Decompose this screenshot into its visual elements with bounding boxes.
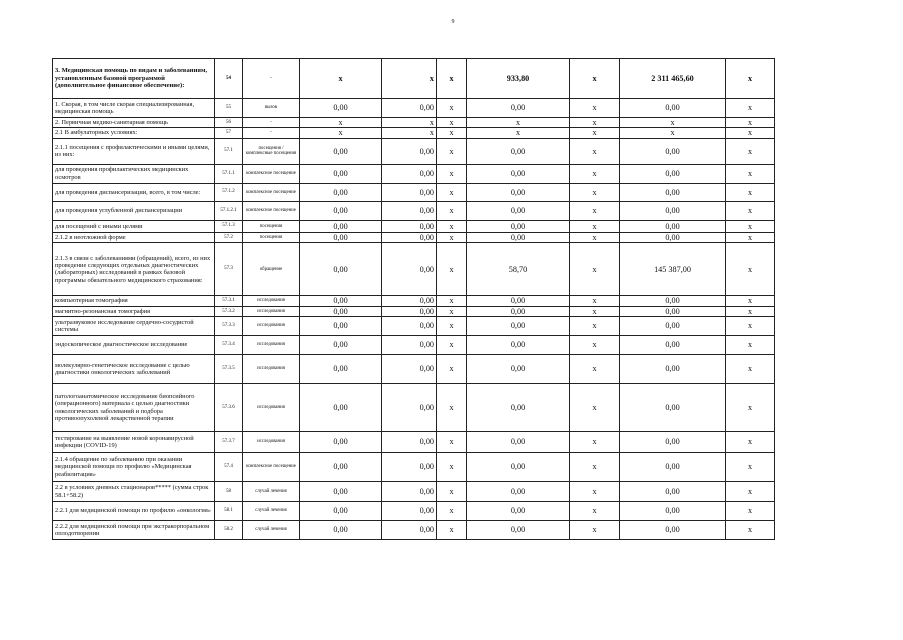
row-name-cell: 2.2.1 для медицинской помощи по профилю «онкология»: [53, 502, 215, 521]
row-name-cell: магнитно-резонансная томография: [53, 306, 215, 316]
value-cell-2: 0,00: [382, 502, 437, 521]
table-row: [53, 384, 775, 432]
unit-cell: случай лечения: [243, 482, 300, 502]
row-name-cell: 2.2 в условиях дневных стационаров***** (сумма строк 58.1+58.2): [53, 482, 215, 502]
row-number-cell: 57.1.3: [215, 220, 243, 232]
table-row: [53, 502, 775, 521]
row-number-cell: 57.3.1: [215, 296, 243, 306]
value-cell-1: 0,00: [300, 220, 382, 232]
value-cell-7: х: [726, 482, 775, 502]
value-cell-1: 0,00: [300, 432, 382, 453]
row-number-cell: 57.1.1: [215, 164, 243, 183]
value-cell-3: х: [437, 201, 467, 220]
value-cell-4: 0,00: [467, 164, 570, 183]
value-cell-5: х: [570, 502, 620, 521]
unit-cell: исследования: [243, 336, 300, 355]
value-cell-6: 0,00: [620, 384, 726, 432]
value-cell-1: 0,00: [300, 317, 382, 336]
value-cell-1: 0,00: [300, 99, 382, 118]
value-cell-4: 58,70: [467, 243, 570, 296]
row-number-cell: 57.3.4: [215, 336, 243, 355]
row-number-cell: 57.1: [215, 138, 243, 164]
value-cell-1: 0,00: [300, 521, 382, 540]
value-cell-5: х: [570, 336, 620, 355]
value-cell-5: х: [570, 355, 620, 384]
value-cell-1: 0,00: [300, 243, 382, 296]
volumes-cost-table: [52, 58, 775, 540]
value-cell-2: х: [382, 128, 437, 138]
value-cell-7: х: [726, 384, 775, 432]
table-row: [53, 128, 775, 138]
value-cell-1: 0,00: [300, 453, 382, 482]
value-cell-5: х: [570, 232, 620, 242]
unit-cell: комплексное посещение: [243, 453, 300, 482]
value-cell-2: 0,00: [382, 355, 437, 384]
row-name-cell: 2.1 В амбулаторных условиях:: [53, 128, 215, 138]
row-name-cell: 2. Первичная медико-санитарная помощь: [53, 118, 215, 128]
value-cell-6: 0,00: [620, 232, 726, 242]
table-row: [53, 232, 775, 242]
value-cell-2: 0,00: [382, 521, 437, 540]
value-cell-7: х: [726, 432, 775, 453]
value-cell-4: 0,00: [467, 201, 570, 220]
value-cell-4: 0,00: [467, 220, 570, 232]
value-cell-3: х: [437, 183, 467, 201]
unit-cell: посещения / комплексные посещения: [243, 138, 300, 164]
value-cell-7: х: [726, 128, 775, 138]
unit-cell: исследования: [243, 355, 300, 384]
table-row: [53, 243, 775, 296]
value-cell-4: 0,00: [467, 521, 570, 540]
value-cell-5: х: [570, 138, 620, 164]
value-cell-2: 0,00: [382, 296, 437, 306]
value-cell-2: 0,00: [382, 183, 437, 201]
value-cell-2: 0,00: [382, 232, 437, 242]
row-name-cell: патологоанатомическое исследование биопсийного (операционного) материала с целью диагностики онкологических заболеваний и подбора противоопухолевой лекарственной терапии: [53, 384, 215, 432]
value-cell-3: х: [437, 99, 467, 118]
table-row: [53, 453, 775, 482]
value-cell-3: х: [437, 306, 467, 316]
value-cell-5: х: [570, 59, 620, 99]
row-name-cell: ультразвуковое исследование сердечно-сосудистой системы: [53, 317, 215, 336]
table-row: [53, 336, 775, 355]
table-row: [53, 220, 775, 232]
value-cell-5: х: [570, 432, 620, 453]
value-cell-5: х: [570, 164, 620, 183]
unit-cell: случай лечения: [243, 521, 300, 540]
unit-cell: -: [243, 128, 300, 138]
row-number-cell: 58: [215, 482, 243, 502]
value-cell-5: х: [570, 220, 620, 232]
unit-cell: посещения: [243, 232, 300, 242]
value-cell-2: 0,00: [382, 99, 437, 118]
row-number-cell: 57.3.3: [215, 317, 243, 336]
value-cell-7: х: [726, 220, 775, 232]
value-cell-7: х: [726, 118, 775, 128]
value-cell-1: 0,00: [300, 296, 382, 306]
value-cell-4: х: [467, 118, 570, 128]
value-cell-6: х: [620, 128, 726, 138]
value-cell-7: х: [726, 201, 775, 220]
value-cell-5: х: [570, 453, 620, 482]
value-cell-4: 0,00: [467, 336, 570, 355]
table-row: [53, 306, 775, 316]
value-cell-5: х: [570, 128, 620, 138]
value-cell-2: 0,00: [382, 243, 437, 296]
value-cell-4: 0,00: [467, 432, 570, 453]
value-cell-1: 0,00: [300, 164, 382, 183]
row-number-cell: 57.1.2: [215, 183, 243, 201]
row-number-cell: 58.2: [215, 521, 243, 540]
value-cell-1: 0,00: [300, 183, 382, 201]
value-cell-2: 0,00: [382, 432, 437, 453]
value-cell-7: х: [726, 99, 775, 118]
unit-cell: исследования: [243, 296, 300, 306]
row-name-cell: 1. Скорая, в том числе скорая специализированная, медицинская помощь: [53, 99, 215, 118]
value-cell-7: х: [726, 336, 775, 355]
value-cell-3: х: [437, 59, 467, 99]
value-cell-7: х: [726, 502, 775, 521]
value-cell-1: 0,00: [300, 306, 382, 316]
value-cell-5: х: [570, 384, 620, 432]
value-cell-3: х: [437, 232, 467, 242]
row-name-cell: 2.1.2 в неотложной форме: [53, 232, 215, 242]
value-cell-4: 933,80: [467, 59, 570, 99]
unit-cell: -: [243, 59, 300, 99]
value-cell-1: х: [300, 118, 382, 128]
value-cell-4: 0,00: [467, 138, 570, 164]
row-number-cell: 57.2: [215, 232, 243, 242]
row-number-cell: 57.3.7: [215, 432, 243, 453]
unit-cell: случай лечения: [243, 502, 300, 521]
value-cell-6: 0,00: [620, 453, 726, 482]
value-cell-3: х: [437, 482, 467, 502]
unit-cell: исследования: [243, 306, 300, 316]
value-cell-6: 0,00: [620, 138, 726, 164]
value-cell-1: 0,00: [300, 201, 382, 220]
value-cell-7: х: [726, 138, 775, 164]
table-row: [53, 99, 775, 118]
table-row: [53, 296, 775, 306]
value-cell-1: 0,00: [300, 502, 382, 521]
value-cell-4: 0,00: [467, 296, 570, 306]
value-cell-3: х: [437, 220, 467, 232]
value-cell-6: 145 387,00: [620, 243, 726, 296]
value-cell-4: 0,00: [467, 232, 570, 242]
value-cell-1: 0,00: [300, 355, 382, 384]
table-row: [53, 138, 775, 164]
value-cell-1: 0,00: [300, 384, 382, 432]
value-cell-4: 0,00: [467, 306, 570, 316]
row-name-cell: 2.1.4 обращение по заболеванию при оказании медицинской помощи по профилю «Медицинская реабилитация»: [53, 453, 215, 482]
unit-cell: исследования: [243, 432, 300, 453]
value-cell-7: х: [726, 164, 775, 183]
row-number-cell: 57.3: [215, 243, 243, 296]
value-cell-6: 0,00: [620, 99, 726, 118]
table-row: [53, 317, 775, 336]
value-cell-3: х: [437, 384, 467, 432]
table-row: [53, 355, 775, 384]
value-cell-2: 0,00: [382, 453, 437, 482]
value-cell-1: х: [300, 59, 382, 99]
row-name-cell: молекулярно-генетическое исследование с целью диагностики онкологических заболеваний: [53, 355, 215, 384]
table-row: [53, 183, 775, 201]
value-cell-1: 0,00: [300, 336, 382, 355]
value-cell-5: х: [570, 306, 620, 316]
value-cell-2: х: [382, 118, 437, 128]
value-cell-3: х: [437, 164, 467, 183]
value-cell-6: х: [620, 118, 726, 128]
row-name-cell: для проведения углубленной диспансеризации: [53, 201, 215, 220]
row-name-cell: 2.1.1 посещения с профилактическими и иными целями, из них:: [53, 138, 215, 164]
value-cell-5: х: [570, 243, 620, 296]
value-cell-2: 0,00: [382, 201, 437, 220]
unit-cell: -: [243, 118, 300, 128]
row-number-cell: 57.4: [215, 453, 243, 482]
value-cell-3: х: [437, 521, 467, 540]
table-row: [53, 59, 775, 99]
row-name-cell: для проведения диспансеризации, всего, в том числе:: [53, 183, 215, 201]
value-cell-6: 0,00: [620, 521, 726, 540]
value-cell-6: 0,00: [620, 306, 726, 316]
value-cell-4: 0,00: [467, 453, 570, 482]
value-cell-6: 2 311 465,60: [620, 59, 726, 99]
row-number-cell: 57: [215, 128, 243, 138]
value-cell-3: х: [437, 243, 467, 296]
value-cell-4: 0,00: [467, 317, 570, 336]
table-row: [53, 118, 775, 128]
value-cell-5: х: [570, 317, 620, 336]
unit-cell: исследования: [243, 384, 300, 432]
value-cell-5: х: [570, 482, 620, 502]
value-cell-7: х: [726, 521, 775, 540]
value-cell-1: 0,00: [300, 232, 382, 242]
value-cell-7: х: [726, 317, 775, 336]
table-row: [53, 201, 775, 220]
value-cell-2: 0,00: [382, 138, 437, 164]
row-name-cell: тестирование на выявление новой коронавирусной инфекции (COVID-19): [53, 432, 215, 453]
value-cell-7: х: [726, 243, 775, 296]
value-cell-2: 0,00: [382, 482, 437, 502]
table-body: [53, 59, 775, 540]
table-row: [53, 432, 775, 453]
value-cell-5: х: [570, 118, 620, 128]
value-cell-3: х: [437, 296, 467, 306]
value-cell-4: 0,00: [467, 502, 570, 521]
value-cell-3: х: [437, 355, 467, 384]
value-cell-3: х: [437, 502, 467, 521]
value-cell-6: 0,00: [620, 220, 726, 232]
value-cell-7: х: [726, 355, 775, 384]
value-cell-4: х: [467, 128, 570, 138]
row-name-cell: 2.1.3 в связи с заболеваниями (обращений), всего, из них проведение следующих отдельных диагностических (лабораторных) исследований в рамках базовой программы обязательного медицинского страхования:: [53, 243, 215, 296]
unit-cell: комплексное посещение: [243, 164, 300, 183]
unit-cell: обращение: [243, 243, 300, 296]
row-number-cell: 56: [215, 118, 243, 128]
value-cell-4: 0,00: [467, 384, 570, 432]
value-cell-2: 0,00: [382, 164, 437, 183]
value-cell-6: 0,00: [620, 355, 726, 384]
value-cell-2: 0,00: [382, 336, 437, 355]
value-cell-1: 0,00: [300, 138, 382, 164]
value-cell-3: х: [437, 432, 467, 453]
value-cell-2: 0,00: [382, 384, 437, 432]
value-cell-3: х: [437, 336, 467, 355]
row-name-cell: 3. Медицинская помощь по видам и заболеваниям, установленным базовой программой (дополнительное финансовое обеспечение):: [53, 59, 215, 99]
value-cell-4: 0,00: [467, 183, 570, 201]
row-name-cell: эндоскопическое диагностическое исследование: [53, 336, 215, 355]
row-number-cell: 57.3.5: [215, 355, 243, 384]
row-name-cell: компьютерная томография: [53, 296, 215, 306]
value-cell-4: 0,00: [467, 482, 570, 502]
value-cell-7: х: [726, 183, 775, 201]
value-cell-3: х: [437, 138, 467, 164]
value-cell-2: 0,00: [382, 317, 437, 336]
value-cell-1: 0,00: [300, 482, 382, 502]
value-cell-3: х: [437, 317, 467, 336]
row-number-cell: 58.1: [215, 502, 243, 521]
unit-cell: комплексное посещение: [243, 183, 300, 201]
value-cell-6: 0,00: [620, 432, 726, 453]
value-cell-3: х: [437, 453, 467, 482]
row-number-cell: 54: [215, 59, 243, 99]
value-cell-1: х: [300, 128, 382, 138]
value-cell-6: 0,00: [620, 482, 726, 502]
row-number-cell: 57.3.2: [215, 306, 243, 316]
table-row: [53, 521, 775, 540]
value-cell-6: 0,00: [620, 201, 726, 220]
row-name-cell: 2.2.2 для медицинской помощи при экстракорпоральном оплодотворении: [53, 521, 215, 540]
unit-cell: комплексное посещение: [243, 201, 300, 220]
row-name-cell: для проведения профилактических медицинских осмотров: [53, 164, 215, 183]
value-cell-3: х: [437, 118, 467, 128]
value-cell-4: 0,00: [467, 355, 570, 384]
value-cell-5: х: [570, 183, 620, 201]
value-cell-5: х: [570, 521, 620, 540]
unit-cell: вызов: [243, 99, 300, 118]
value-cell-2: 0,00: [382, 220, 437, 232]
value-cell-6: 0,00: [620, 502, 726, 521]
value-cell-6: 0,00: [620, 336, 726, 355]
value-cell-4: 0,00: [467, 99, 570, 118]
table-row: [53, 164, 775, 183]
row-name-cell: для посещений с иными целями: [53, 220, 215, 232]
row-number-cell: 55: [215, 99, 243, 118]
value-cell-5: х: [570, 99, 620, 118]
value-cell-6: 0,00: [620, 183, 726, 201]
value-cell-6: 0,00: [620, 317, 726, 336]
page-number: 9: [451, 19, 455, 25]
row-number-cell: 57.3.6: [215, 384, 243, 432]
value-cell-7: х: [726, 296, 775, 306]
value-cell-3: х: [437, 128, 467, 138]
value-cell-2: х: [382, 59, 437, 99]
unit-cell: исследования: [243, 317, 300, 336]
value-cell-6: 0,00: [620, 296, 726, 306]
unit-cell: посещения: [243, 220, 300, 232]
value-cell-6: 0,00: [620, 164, 726, 183]
value-cell-2: 0,00: [382, 306, 437, 316]
row-number-cell: 57.1.2.1: [215, 201, 243, 220]
value-cell-5: х: [570, 201, 620, 220]
value-cell-7: х: [726, 232, 775, 242]
value-cell-5: х: [570, 296, 620, 306]
value-cell-7: х: [726, 59, 775, 99]
value-cell-7: х: [726, 453, 775, 482]
value-cell-7: х: [726, 306, 775, 316]
table-row: [53, 482, 775, 502]
